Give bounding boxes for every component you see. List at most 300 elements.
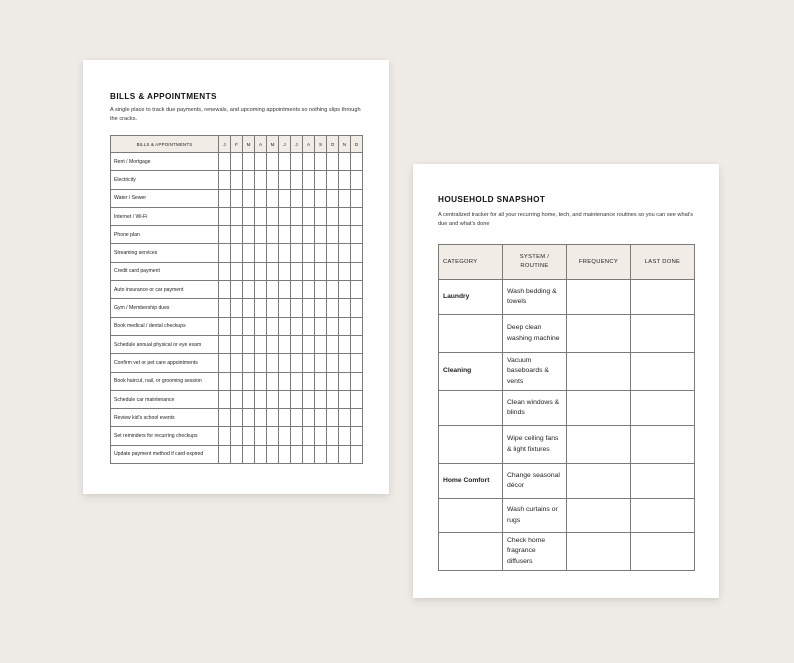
month-header: M [243,136,255,153]
last-done-cell[interactable] [631,464,695,499]
table-row [439,464,695,499]
routine-cell: Wash curtains or rugs [503,499,567,533]
month-checkbox-cell[interactable] [291,171,303,189]
month-checkbox-cell[interactable] [255,390,267,408]
month-checkbox-cell[interactable] [231,226,243,244]
month-checkbox-cell[interactable] [339,262,351,280]
month-checkbox-cell[interactable] [327,427,339,445]
month-checkbox-cell[interactable] [303,207,315,225]
month-checkbox-cell[interactable] [279,372,291,390]
table-row [111,226,363,244]
month-checkbox-cell[interactable] [351,427,363,445]
month-checkbox-cell[interactable] [327,207,339,225]
month-checkbox-cell[interactable] [267,207,279,225]
header-last-done: LAST DONE [631,245,695,280]
month-checkbox-cell[interactable] [231,427,243,445]
month-checkbox-cell[interactable] [279,335,291,353]
month-checkbox-cell[interactable] [327,262,339,280]
month-checkbox-cell[interactable] [267,427,279,445]
month-checkbox-cell[interactable] [351,390,363,408]
month-checkbox-cell[interactable] [315,207,327,225]
month-checkbox-cell[interactable] [279,390,291,408]
month-checkbox-cell[interactable] [303,299,315,317]
month-checkbox-cell[interactable] [243,372,255,390]
table-row [439,280,695,315]
month-checkbox-cell[interactable] [279,207,291,225]
bill-item-label: Rent / Mortgage [111,153,219,171]
month-checkbox-cell[interactable] [255,427,267,445]
header-system-line1: SYSTEM / [519,254,550,260]
month-checkbox-cell[interactable] [291,372,303,390]
month-checkbox-cell[interactable] [231,207,243,225]
month-checkbox-cell[interactable] [255,189,267,207]
month-checkbox-cell[interactable] [315,299,327,317]
month-checkbox-cell[interactable] [351,445,363,463]
month-checkbox-cell[interactable] [279,153,291,171]
last-done-cell[interactable] [631,353,695,391]
month-checkbox-cell[interactable] [339,427,351,445]
month-checkbox-cell[interactable] [315,262,327,280]
month-checkbox-cell[interactable] [231,445,243,463]
month-checkbox-cell[interactable] [243,427,255,445]
month-checkbox-cell[interactable] [327,445,339,463]
month-checkbox-cell[interactable] [231,390,243,408]
month-checkbox-cell[interactable] [267,372,279,390]
month-checkbox-cell[interactable] [303,281,315,299]
routine-cell: Change seasonal décor [503,464,567,499]
last-done-cell[interactable] [631,533,695,571]
month-checkbox-cell[interactable] [327,317,339,335]
month-checkbox-cell[interactable] [351,281,363,299]
household-page-title: HOUSEHOLD SNAPSHOT [438,195,546,204]
table-row [111,427,363,445]
bills-page-description: A single place to track due payments, renewals, and upcoming appointments so nothing slips through the cracks. [110,107,361,122]
month-checkbox-cell[interactable] [219,335,231,353]
routine-cell: Clean windows & blinds [503,391,567,426]
month-checkbox-cell[interactable] [327,390,339,408]
month-checkbox-cell[interactable] [315,390,327,408]
month-checkbox-cell[interactable] [279,409,291,427]
month-checkbox-cell[interactable] [267,226,279,244]
month-checkbox-cell[interactable] [231,244,243,262]
month-checkbox-cell[interactable] [351,153,363,171]
frequency-cell[interactable] [567,315,631,353]
month-checkbox-cell[interactable] [291,262,303,280]
bill-item-label: Schedule annual physical or eye exam [111,335,219,353]
month-checkbox-cell[interactable] [243,409,255,427]
month-checkbox-cell[interactable] [279,445,291,463]
frequency-cell[interactable] [567,353,631,391]
category-cell [439,533,503,571]
table-row [111,189,363,207]
month-checkbox-cell[interactable] [339,226,351,244]
month-checkbox-cell[interactable] [339,409,351,427]
month-checkbox-cell[interactable] [255,335,267,353]
month-checkbox-cell[interactable] [255,409,267,427]
month-checkbox-cell[interactable] [291,390,303,408]
month-checkbox-cell[interactable] [231,335,243,353]
month-checkbox-cell[interactable] [315,445,327,463]
month-checkbox-cell[interactable] [291,153,303,171]
header-frequency: FREQUENCY [567,245,631,280]
month-checkbox-cell[interactable] [303,244,315,262]
month-checkbox-cell[interactable] [339,244,351,262]
month-checkbox-cell[interactable] [219,281,231,299]
month-checkbox-cell[interactable] [339,207,351,225]
table-row [111,281,363,299]
month-checkbox-cell[interactable] [279,262,291,280]
month-checkbox-cell[interactable] [339,153,351,171]
table-row [111,372,363,390]
header-system-routine [503,245,567,280]
category-cell [439,391,503,426]
month-checkbox-cell[interactable] [219,372,231,390]
month-checkbox-cell[interactable] [351,299,363,317]
month-checkbox-cell[interactable] [291,281,303,299]
month-checkbox-cell[interactable] [315,226,327,244]
month-checkbox-cell[interactable] [243,207,255,225]
month-checkbox-cell[interactable] [267,409,279,427]
table-row [111,244,363,262]
month-checkbox-cell[interactable] [291,354,303,372]
month-checkbox-cell[interactable] [327,299,339,317]
month-checkbox-cell[interactable] [255,317,267,335]
month-checkbox-cell[interactable] [315,372,327,390]
month-checkbox-cell[interactable] [351,171,363,189]
month-checkbox-cell[interactable] [303,262,315,280]
frequency-cell[interactable] [567,464,631,499]
month-checkbox-cell[interactable] [303,354,315,372]
category-cell: Laundry [439,280,503,315]
month-checkbox-cell[interactable] [291,335,303,353]
month-checkbox-cell[interactable] [291,427,303,445]
month-checkbox-cell[interactable] [267,317,279,335]
bill-item-label: Credit card payment [111,262,219,280]
month-checkbox-cell[interactable] [291,299,303,317]
month-checkbox-cell[interactable] [255,354,267,372]
month-checkbox-cell[interactable] [315,354,327,372]
month-checkbox-cell[interactable] [315,281,327,299]
month-header: F [231,136,243,153]
month-checkbox-cell[interactable] [339,281,351,299]
month-checkbox-cell[interactable] [267,171,279,189]
last-done-cell[interactable] [631,426,695,464]
month-header: D [351,136,363,153]
month-checkbox-cell[interactable] [267,244,279,262]
table-row [111,153,363,171]
month-checkbox-cell[interactable] [303,153,315,171]
month-checkbox-cell[interactable] [327,244,339,262]
table-row [111,390,363,408]
month-checkbox-cell[interactable] [255,262,267,280]
frequency-cell[interactable] [567,533,631,571]
month-checkbox-cell[interactable] [351,409,363,427]
month-header: A [303,136,315,153]
last-done-cell[interactable] [631,315,695,353]
routine-cell: Wipe ceiling fans & light fixtures [503,426,567,464]
month-checkbox-cell[interactable] [351,335,363,353]
month-checkbox-cell[interactable] [279,281,291,299]
household-snapshot-page [413,164,719,598]
month-checkbox-cell[interactable] [291,207,303,225]
frequency-cell[interactable] [567,391,631,426]
month-checkbox-cell[interactable] [231,171,243,189]
routine-cell: Vacuum baseboards & vents [503,353,567,391]
month-checkbox-cell[interactable] [351,189,363,207]
table-row [111,262,363,280]
month-checkbox-cell[interactable] [291,189,303,207]
month-header: N [339,136,351,153]
month-checkbox-cell[interactable] [243,335,255,353]
routine-cell: Wash bedding & towels [503,280,567,315]
month-checkbox-cell[interactable] [231,317,243,335]
month-checkbox-cell[interactable] [327,335,339,353]
month-checkbox-cell[interactable] [291,244,303,262]
month-checkbox-cell[interactable] [327,281,339,299]
month-checkbox-cell[interactable] [243,189,255,207]
month-checkbox-cell[interactable] [339,299,351,317]
month-header: O [327,136,339,153]
bills-appointments-page [83,60,389,494]
table-row [111,207,363,225]
month-checkbox-cell[interactable] [291,226,303,244]
month-checkbox-cell[interactable] [267,189,279,207]
month-checkbox-cell[interactable] [255,281,267,299]
month-checkbox-cell[interactable] [315,189,327,207]
month-checkbox-cell[interactable] [303,189,315,207]
month-checkbox-cell[interactable] [255,299,267,317]
month-checkbox-cell[interactable] [315,317,327,335]
month-checkbox-cell[interactable] [243,153,255,171]
month-checkbox-cell[interactable] [267,445,279,463]
month-checkbox-cell[interactable] [327,171,339,189]
table-row [111,354,363,372]
month-checkbox-cell[interactable] [255,171,267,189]
last-done-cell[interactable] [631,280,695,315]
month-checkbox-cell[interactable] [219,262,231,280]
month-checkbox-cell[interactable] [339,445,351,463]
month-checkbox-cell[interactable] [255,244,267,262]
month-checkbox-cell[interactable] [303,372,315,390]
table-row [439,353,695,391]
table-row [111,299,363,317]
month-checkbox-cell[interactable] [219,244,231,262]
month-checkbox-cell[interactable] [219,390,231,408]
month-checkbox-cell[interactable] [279,226,291,244]
category-cell: Home Comfort [439,464,503,499]
month-checkbox-cell[interactable] [243,299,255,317]
month-checkbox-cell[interactable] [243,171,255,189]
month-checkbox-cell[interactable] [255,153,267,171]
month-checkbox-cell[interactable] [339,390,351,408]
month-checkbox-cell[interactable] [243,281,255,299]
month-checkbox-cell[interactable] [303,409,315,427]
month-checkbox-cell[interactable] [255,207,267,225]
month-checkbox-cell[interactable] [231,153,243,171]
month-checkbox-cell[interactable] [267,262,279,280]
month-checkbox-cell[interactable] [219,445,231,463]
month-checkbox-cell[interactable] [351,244,363,262]
household-page-description: A centralized tracker for all your recurring home, tech, and maintenance routines so you can see what's due and what's done [438,212,694,227]
month-checkbox-cell[interactable] [231,262,243,280]
bill-item-label: Review kid's school events [111,409,219,427]
table-row [439,315,695,353]
month-checkbox-cell[interactable] [231,299,243,317]
bill-item-label: Gym / Membership dues [111,299,219,317]
month-checkbox-cell[interactable] [279,244,291,262]
month-checkbox-cell[interactable] [279,427,291,445]
month-checkbox-cell[interactable] [315,427,327,445]
month-checkbox-cell[interactable] [219,226,231,244]
table-row [439,391,695,426]
month-checkbox-cell[interactable] [219,427,231,445]
month-checkbox-cell[interactable] [327,409,339,427]
month-checkbox-cell[interactable] [315,153,327,171]
bill-item-label: Electricity [111,171,219,189]
bill-item-label: Schedule car maintenance [111,390,219,408]
month-checkbox-cell[interactable] [267,153,279,171]
month-checkbox-cell[interactable] [243,390,255,408]
household-table-header-row [439,245,695,280]
category-cell [439,499,503,533]
month-checkbox-cell[interactable] [327,153,339,171]
category-cell [439,315,503,353]
month-checkbox-cell[interactable] [339,189,351,207]
month-checkbox-cell[interactable] [351,372,363,390]
month-checkbox-cell[interactable] [243,262,255,280]
month-checkbox-cell[interactable] [291,445,303,463]
bill-item-label: Phone plan [111,226,219,244]
month-header: J [291,136,303,153]
frequency-cell[interactable] [567,426,631,464]
month-checkbox-cell[interactable] [351,207,363,225]
month-checkbox-cell[interactable] [303,226,315,244]
bill-item-label: Streaming services [111,244,219,262]
month-checkbox-cell[interactable] [327,189,339,207]
bill-item-label: Water / Sewer [111,189,219,207]
month-checkbox-cell[interactable] [231,354,243,372]
month-checkbox-cell[interactable] [351,317,363,335]
table-row [111,171,363,189]
bills-table-header-row [111,136,363,153]
table-row [111,335,363,353]
month-checkbox-cell[interactable] [243,226,255,244]
month-checkbox-cell[interactable] [291,409,303,427]
month-checkbox-cell[interactable] [231,189,243,207]
month-checkbox-cell[interactable] [279,354,291,372]
month-checkbox-cell[interactable] [279,317,291,335]
month-checkbox-cell[interactable] [231,409,243,427]
bill-item-label: Confirm vet or pet care appointments [111,354,219,372]
frequency-cell[interactable] [567,499,631,533]
bill-item-label: Book medical / dental checkups [111,317,219,335]
month-checkbox-cell[interactable] [219,299,231,317]
month-checkbox-cell[interactable] [339,171,351,189]
routine-cell: Check home fragrance diffusers [503,533,567,571]
category-cell [439,426,503,464]
month-checkbox-cell[interactable] [339,354,351,372]
month-checkbox-cell[interactable] [303,335,315,353]
month-checkbox-cell[interactable] [303,445,315,463]
month-checkbox-cell[interactable] [255,226,267,244]
table-row [439,426,695,464]
month-checkbox-cell[interactable] [327,354,339,372]
month-checkbox-cell[interactable] [219,153,231,171]
month-checkbox-cell[interactable] [279,189,291,207]
month-checkbox-cell[interactable] [327,372,339,390]
month-header: S [315,136,327,153]
bill-item-label: Internet / Wi-Fi [111,207,219,225]
month-header: M [267,136,279,153]
bills-table-header-label: BILLS & APPOINTMENTS [111,136,219,153]
month-checkbox-cell[interactable] [267,354,279,372]
month-checkbox-cell[interactable] [243,317,255,335]
table-row [439,533,695,571]
month-checkbox-cell[interactable] [219,189,231,207]
month-checkbox-cell[interactable] [303,390,315,408]
category-cell: Cleaning [439,353,503,391]
month-checkbox-cell[interactable] [243,445,255,463]
bill-item-label: Book haircut, nail, or grooming session [111,372,219,390]
frequency-cell[interactable] [567,280,631,315]
household-table [438,244,695,571]
month-header: A [255,136,267,153]
month-checkbox-cell[interactable] [219,207,231,225]
month-checkbox-cell[interactable] [303,317,315,335]
month-checkbox-cell[interactable] [267,299,279,317]
month-checkbox-cell[interactable] [267,390,279,408]
month-checkbox-cell[interactable] [243,354,255,372]
month-checkbox-cell[interactable] [339,372,351,390]
month-checkbox-cell[interactable] [267,281,279,299]
month-checkbox-cell[interactable] [327,226,339,244]
month-checkbox-cell[interactable] [219,317,231,335]
month-checkbox-cell[interactable] [219,354,231,372]
last-done-cell[interactable] [631,499,695,533]
month-checkbox-cell[interactable] [303,171,315,189]
month-checkbox-cell[interactable] [315,244,327,262]
month-checkbox-cell[interactable] [303,427,315,445]
month-header: J [279,136,291,153]
month-checkbox-cell[interactable] [279,171,291,189]
month-checkbox-cell[interactable] [255,372,267,390]
month-checkbox-cell[interactable] [315,171,327,189]
header-category: CATEGORY [439,245,503,280]
month-checkbox-cell[interactable] [291,317,303,335]
month-checkbox-cell[interactable] [267,335,279,353]
month-checkbox-cell[interactable] [231,281,243,299]
month-checkbox-cell[interactable] [339,335,351,353]
header-system-line2: ROUTINE [520,263,549,269]
month-checkbox-cell[interactable] [351,262,363,280]
month-checkbox-cell[interactable] [351,354,363,372]
month-checkbox-cell[interactable] [315,335,327,353]
bills-page-title: BILLS & APPOINTMENTS [110,92,217,101]
month-checkbox-cell[interactable] [231,372,243,390]
month-checkbox-cell[interactable] [351,226,363,244]
last-done-cell[interactable] [631,391,695,426]
month-checkbox-cell[interactable] [255,445,267,463]
routine-cell: Deep clean washing machine [503,315,567,353]
month-checkbox-cell[interactable] [339,317,351,335]
month-checkbox-cell[interactable] [219,409,231,427]
bill-item-label: Auto insurance or car payment [111,281,219,299]
month-checkbox-cell[interactable] [243,244,255,262]
table-row [111,317,363,335]
month-checkbox-cell[interactable] [315,409,327,427]
month-checkbox-cell[interactable] [219,171,231,189]
month-checkbox-cell[interactable] [279,299,291,317]
